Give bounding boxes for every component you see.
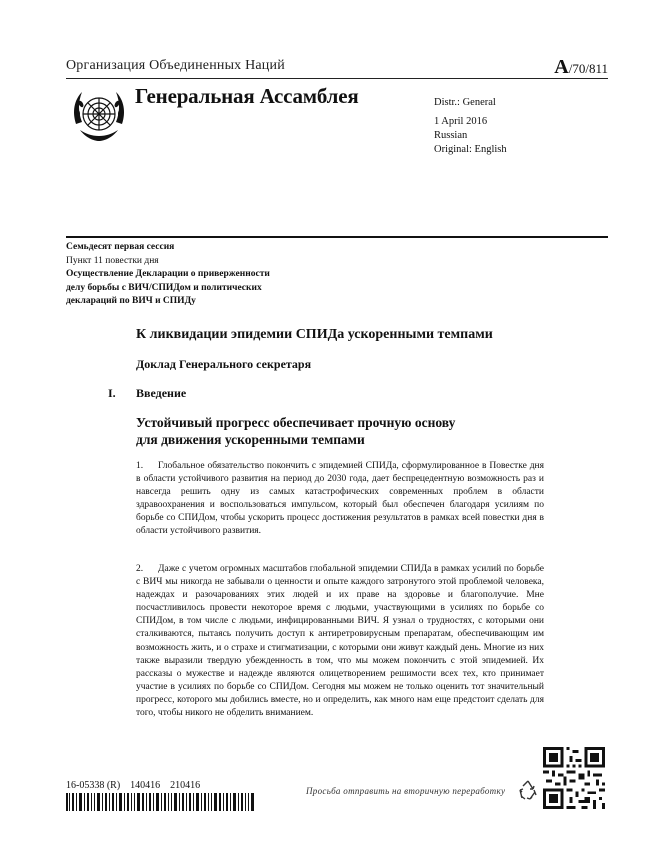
subsection-heading-line-1: Устойчивый прогресс обеспечивает прочную основу bbox=[136, 415, 456, 430]
job-number: 16-05338 (R) 140416 210416 bbox=[66, 780, 201, 791]
date-line: 1 April 2016 bbox=[434, 116, 488, 127]
subsection-heading bbox=[136, 414, 556, 448]
symbol-number: /70/811 bbox=[568, 61, 608, 76]
un-emblem-icon bbox=[68, 84, 130, 146]
agenda-title-line-1: Осуществление Декларации о приверженности bbox=[66, 269, 270, 279]
paragraph-2 bbox=[136, 563, 544, 720]
document-symbol bbox=[554, 56, 608, 79]
distribution-block bbox=[434, 96, 507, 157]
document-title: К ликвидации эпидемии СПИДа ускоренными темпами bbox=[136, 327, 493, 342]
section-number: I. bbox=[108, 386, 116, 400]
recycle-note: Просьба отправить на вторичную переработку bbox=[306, 786, 506, 796]
section-title: Введение bbox=[136, 386, 187, 400]
language-line: Russian bbox=[434, 130, 468, 141]
distr-line: Distr.: General bbox=[434, 97, 496, 108]
qr-code-icon bbox=[543, 747, 605, 809]
paragraph-1 bbox=[136, 460, 544, 539]
agenda-title-line-3: деклараций по ВИЧ и СПИДу bbox=[66, 296, 196, 306]
original-line: Original: English bbox=[434, 144, 507, 155]
barcode-icon bbox=[66, 793, 256, 811]
session-block bbox=[66, 241, 270, 309]
masthead-rule bbox=[66, 236, 608, 238]
paragraph-1-number: 1. bbox=[136, 461, 144, 471]
paragraph-2-text: Даже с учетом огромных масштабов глобальной эпидемии СПИДа в рамках усилий по борьбе с ВИЧ мы никогда не забывали о ценности и опыте каждого затронутого этой проблемой человека, надеждах и разочарованиях этих людей и их праве на здоровье и благополучие. Мне посчастливилось провести некоторое время с людьми, участвующими в усилиях по борьбе со СПИДом, в том числе с людьми, инфицированными ВИЧ. Я узнал о трудностях, с которыми они сталкиваются, пытаясь получить доступ к антиретровирусным препаратам, обеспечивающим им возможность жить, и о страхе и стигматизации, с которыми они живут каждый день. Многие из них также выразили твердую убежденность в том, что мы можем покончить с этой эпидемией. Их рассказы о мужестве и надежде являются олицетворением решимости всех тех, кто принимает участие в усилиях по борьбе со СПИДом. Сегодня мы можем не только оценить тот значительный прогресс, которого мы добились вместе, но и определить, как много нам еще предстоит сделать для того, чтобы никого не обделить вниманием. bbox=[136, 564, 544, 719]
document-subtitle: Доклад Генерального секретаря bbox=[136, 357, 312, 371]
organization-name: Организация Объединенных Наций bbox=[66, 58, 285, 73]
paragraph-1-text: Глобальное обязательство покончить с эпидемией СПИДа, сформулированное в Повестке дня в области устойчивого развития на период до 2030 года, дает беспрецедентную возможность раз и навсегда решить одну из самых катастрофических современных проблем в области здравоохранения и воспользоваться импульсом, который был обеспечен благодаря усилиям по борьбе со СПИДом, чтобы ускорить процесс достижения результатов в рамках всей повестки дня в области устойчивого развития. bbox=[136, 461, 544, 537]
symbol-letter: A bbox=[554, 56, 569, 78]
subsection-heading-line-2: для движения ускоренными темпами bbox=[136, 432, 365, 447]
agenda-item: Пункт 11 повестки дня bbox=[66, 255, 159, 266]
session-line: Семьдесят первая сессия bbox=[66, 242, 175, 252]
recycle-icon bbox=[517, 778, 539, 802]
header-rule bbox=[66, 78, 608, 79]
paragraph-2-number: 2. bbox=[136, 564, 144, 574]
agenda-title-line-2: делу борьбы с ВИЧ/СПИДом и политических bbox=[66, 282, 262, 293]
assembly-title: Генеральная Ассамблея bbox=[135, 84, 359, 108]
